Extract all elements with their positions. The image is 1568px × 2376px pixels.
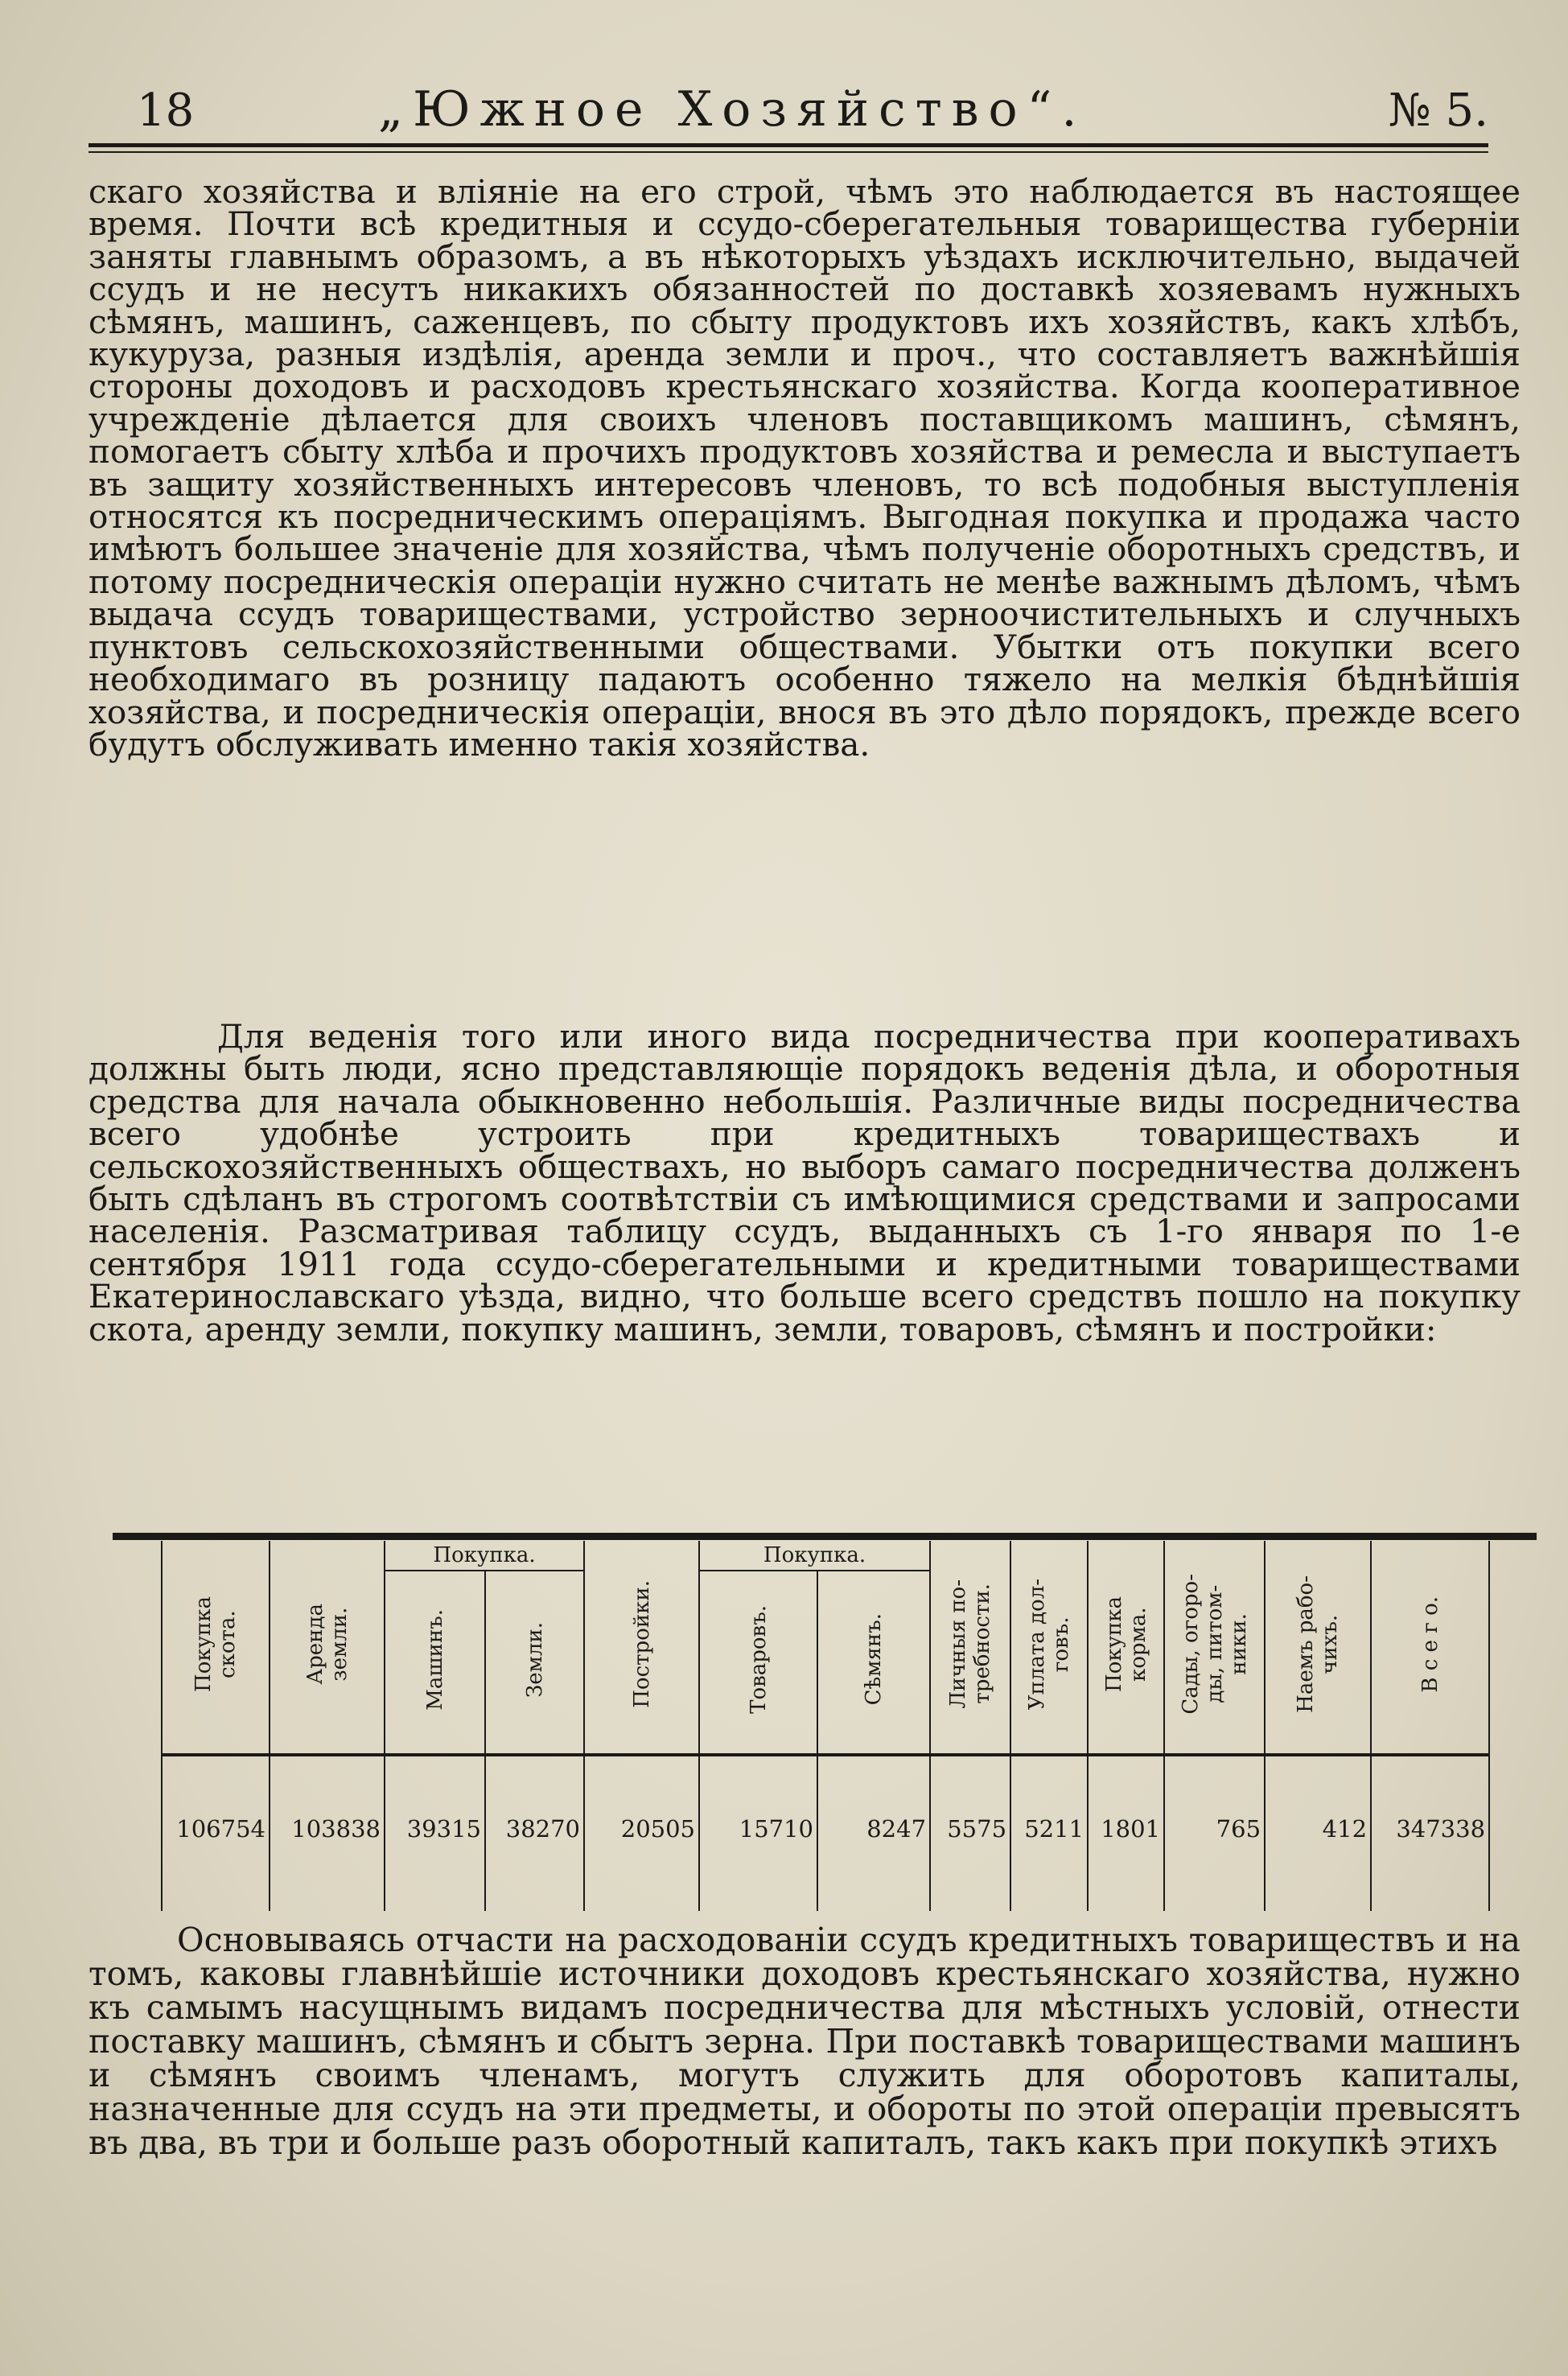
col-header-seeds: Сѣмянъ. bbox=[817, 1571, 930, 1755]
value-seeds: 8247 bbox=[817, 1756, 930, 1901]
group-header-purchase-2: Покупка. bbox=[699, 1541, 930, 1571]
page-header bbox=[88, 76, 1488, 141]
paragraph-3: Основываясь отчасти на расходованіи ссудъ кредитныхъ товариществъ и на томъ, каковы главнѣйшіе источники доходовъ крестьянскаго хозяйства, нужно къ самымъ насущнымъ видамъ посредничества для мѣстныхъ условій, отнести поставку машинъ, сѣмянъ и сбытъ зерна. При поставкѣ товариществами машинъ и сѣмянъ своимъ членамъ, могутъ служить для оборотовъ капиталы, назначенные для ссудъ на эти предметы, и обороты по этой операціи превысятъ въ два, въ три и больше разъ оборотный капиталъ, такъ какъ при покупкѣ этихъ bbox=[88, 1921, 1521, 2162]
col-header-goods: Товаровъ. bbox=[699, 1571, 817, 1755]
page-number: 18 bbox=[137, 84, 195, 137]
loans-table-grid bbox=[161, 1541, 1490, 1911]
table-top-rule bbox=[113, 1533, 1537, 1540]
col-header-debt-payment: Уплата дол- говъ. bbox=[1010, 1541, 1088, 1755]
journal-title: „Южное Хозяйство“. bbox=[378, 81, 1087, 138]
value-feed: 1801 bbox=[1088, 1756, 1164, 1901]
col-header-livestock: Покупка скота. bbox=[162, 1541, 270, 1755]
value-gardens: 765 bbox=[1164, 1756, 1265, 1901]
value-land: 38270 bbox=[485, 1756, 584, 1901]
value-buildings: 20505 bbox=[584, 1756, 699, 1901]
value-total: 347338 bbox=[1371, 1756, 1489, 1901]
header-rule bbox=[88, 143, 1488, 147]
col-header-machines: Машинъ. bbox=[385, 1571, 485, 1755]
col-header-buildings: Постройки. bbox=[584, 1541, 699, 1755]
col-header-personal-needs: Личныя по- требности. bbox=[930, 1541, 1010, 1755]
col-header-feed: Покупка корма. bbox=[1088, 1541, 1164, 1755]
value-hired-workers: 412 bbox=[1265, 1756, 1371, 1901]
value-goods: 15710 bbox=[699, 1756, 817, 1901]
value-livestock: 106754 bbox=[162, 1756, 270, 1901]
loans-table bbox=[113, 1533, 1537, 1927]
col-header-hired-workers: Наемъ рабо- чихъ. bbox=[1265, 1541, 1371, 1755]
col-header-gardens: Сады, огоро- ды, питом- ники. bbox=[1164, 1541, 1265, 1755]
group-header-purchase: Покупка. bbox=[385, 1541, 584, 1571]
col-header-total: В с е г о. bbox=[1371, 1541, 1489, 1755]
issue-number: № 5. bbox=[1388, 84, 1488, 137]
col-header-land-lease: Аренда земли. bbox=[270, 1541, 385, 1755]
col-header-land: Земли. bbox=[485, 1571, 584, 1755]
value-personal-needs: 5575 bbox=[930, 1756, 1010, 1901]
value-machines: 39315 bbox=[385, 1756, 485, 1901]
paragraph-1: скаго хозяйства и вліяніе на его строй, чѣмъ это наблюдается въ настоящее время. Почти всѣ кредитныя и ссудо-сберегательныя товарищества губерніи заняты главнымъ образомъ, а въ нѣкоторыхъ уѣздахъ исключительно, выдачей ссудъ и не несутъ никакихъ обязанностей по доставкѣ хозяевамъ нужныхъ сѣмянъ, машинъ, саженцевъ, по сбыту продуктовъ ихъ хозяйствъ, какъ хлѣбъ, кукуруза, разныя издѣлія, аренда земли и проч., что составляетъ важнѣйшія стороны доходовъ и расходовъ крестьянскаго хозяйства. Когда кооперативное учрежденіе дѣлается для своихъ членовъ поставщикомъ машинъ, сѣмянъ, помогаетъ сбыту хлѣба и прочихъ продуктовъ хозяйства и ремесла и выступаетъ въ защиту хозяйственныхъ интересовъ членовъ, то всѣ подобныя выступленія относятся къ посредническимъ операціямъ. Выгодная покупка и продажа часто имѣютъ большее значеніе для хозяйства, чѣмъ полученіе оборотныхъ средствъ, и потому посредническія операціи нужно считать не менѣе важнымъ дѣломъ, чѣмъ выдача ссудъ товариществами, устройство зерноочистительныхъ и случныхъ пунктовъ сельскохозяйственными обществами. Убытки отъ покупки всего необходимаго въ розницу падаютъ особенно тяжело на мелкія бѣднѣйшія хозяйства, и посредническія операціи, внося въ это дѣло порядокъ, прежде всего будутъ обслуживать именно такія хозяйства. bbox=[88, 172, 1521, 764]
header-rule-thin bbox=[88, 151, 1488, 153]
paragraph-2: Для веденія того или иного вида посредничества при кооперативахъ должны быть люди, ясно представляющіе порядокъ веденія дѣла, и оборотныя средства для начала обыкновенно небольшія. Различные виды посредничества всего удобнѣе устроить при кредитныхъ товариществахъ и сельскохозяйственныхъ обществахъ, но выборъ самаго посредничества долженъ быть сдѣланъ въ строгомъ соотвѣтствіи съ имѣющимися средствами и запросами населенія. Разсматривая таблицу ссудъ, выданныхъ съ 1-го января по 1-е сентября 1911 года ссудо-сберегательными и кредитными товариществами Екатеринославскаго уѣзда, видно, что больше всего средствъ пошло на покупку скота, аренду земли, покупку машинъ, земли, товаровъ, сѣмянъ и постройки: bbox=[88, 1017, 1521, 1349]
value-land-lease: 103838 bbox=[270, 1756, 385, 1901]
value-debt-payment: 5211 bbox=[1010, 1756, 1088, 1901]
